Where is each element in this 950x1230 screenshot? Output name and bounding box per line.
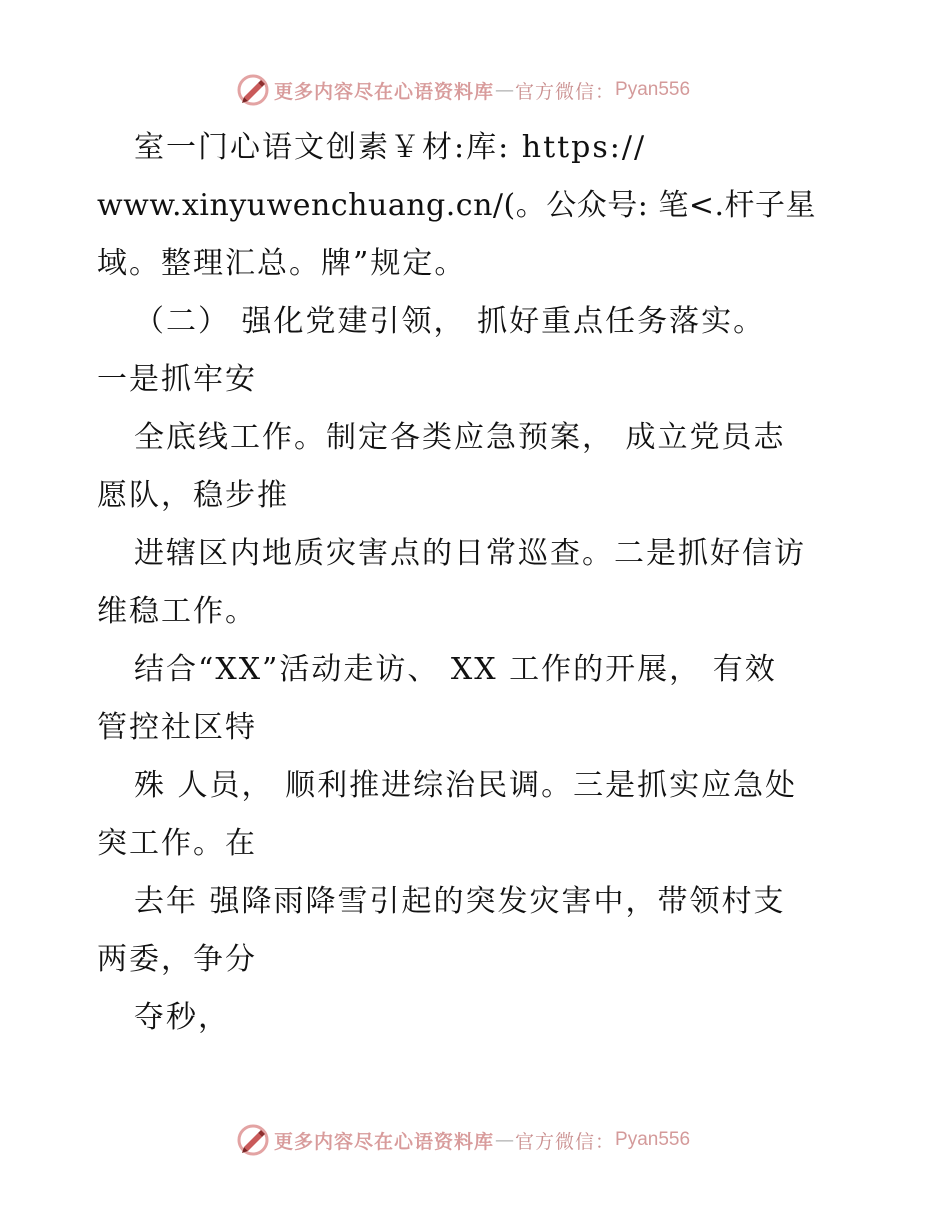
watermark-wechat-id: Pyan556: [615, 79, 691, 100]
text-line: 突工作。在: [97, 826, 257, 861]
footer-watermark: [236, 1122, 690, 1158]
text-line: 夺秒，: [134, 1000, 230, 1035]
pen-logo-icon: [236, 73, 270, 107]
section-heading: （二） 强化党建引领， 抓好重点任务落实。: [134, 304, 766, 339]
header-watermark: [236, 72, 690, 108]
text-line: 愿队，稳步推: [97, 478, 289, 513]
watermark-dash: —: [495, 79, 515, 101]
text-line: 结合“XX”活动走访、 XX 工作的开展， 有效: [134, 652, 777, 687]
watermark-wechat-label: 官方微信：: [515, 1130, 616, 1153]
text-line: 进辖区内地质灾害点的日常巡查。二是抓好信访: [134, 536, 806, 571]
text-line: 一是抓牢安: [97, 362, 257, 397]
text-line: 两委，争分: [97, 942, 257, 977]
text-line: 去年 强降雨降雪引起的突发灾害中，带领村支: [134, 884, 786, 919]
text-line: 域。整理汇总。牌”规定。: [97, 246, 467, 281]
pen-logo-icon: [236, 1123, 270, 1157]
text-line: www.xinyuwenchuang.cn/(。公众号: 笔<.杆子星: [97, 188, 817, 223]
text-line: 殊 人员， 顺利推进综治民调。三是抓实应急处: [134, 768, 798, 803]
text-line: 室一门心语文创素￥材:库: https://: [134, 130, 647, 165]
watermark-brand: 更多内容尽在心语资料库: [274, 80, 495, 103]
text-line: 维稳工作。: [97, 594, 257, 629]
text-line: 全底线工作。制定各类应急预案， 成立党员志: [134, 420, 786, 455]
watermark-wechat-id: Pyan556: [615, 1129, 691, 1150]
watermark-wechat-label: 官方微信：: [515, 80, 616, 103]
watermark-brand: 更多内容尽在心语资料库: [274, 1130, 495, 1153]
text-line: 管控社区特: [97, 710, 257, 745]
watermark-dash: —: [495, 1129, 515, 1151]
